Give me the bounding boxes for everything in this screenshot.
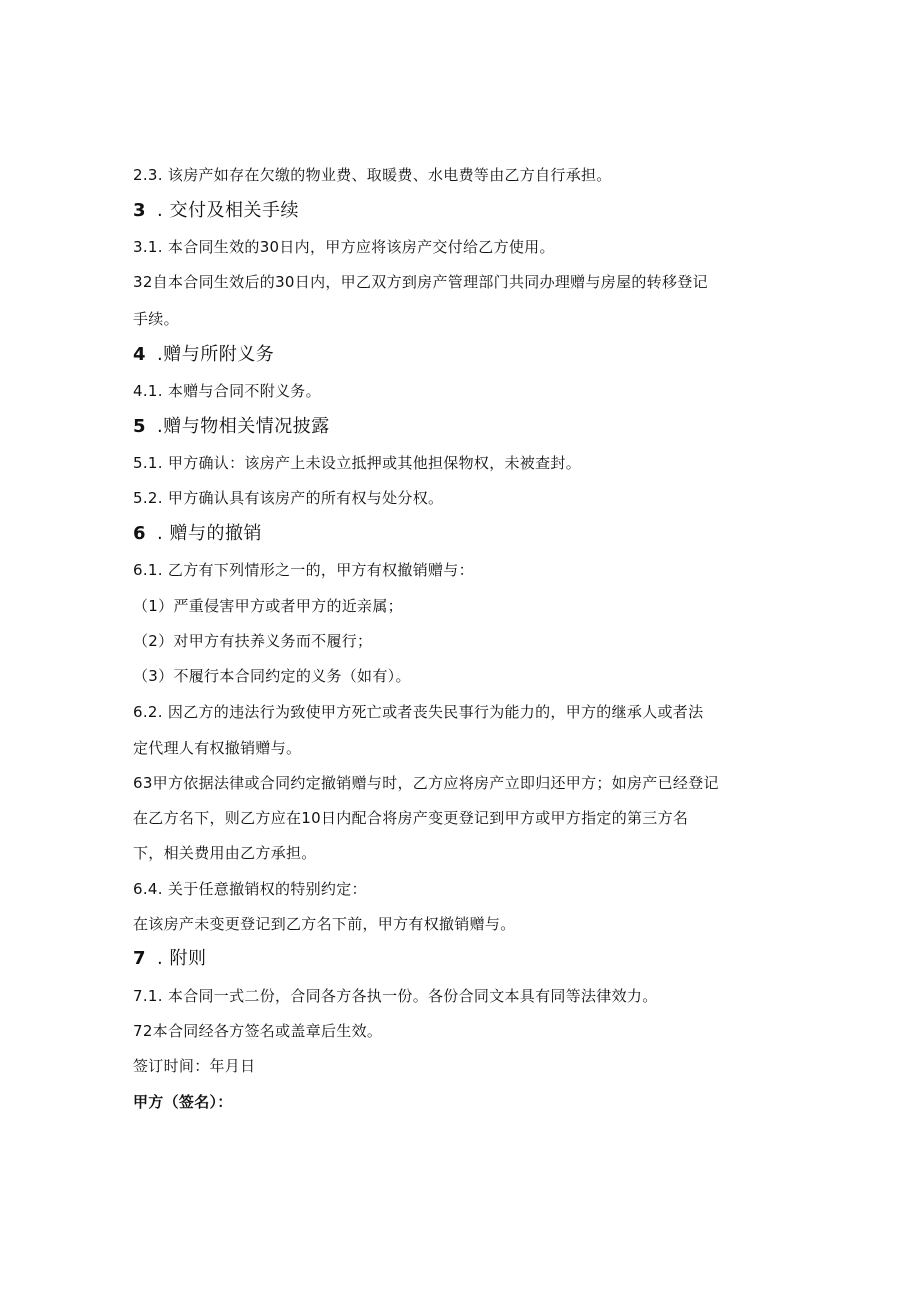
clause-5-2: 5.2. 甲方确认具有该房产的所有权与处分权。 (133, 489, 444, 507)
clause-6-3-continued-2: 下，相关费用由乙方承担。 (133, 844, 317, 862)
clause-6-1: 6.1. 乙方有下列情形之一的，甲方有权撤销赠与： (133, 561, 474, 579)
signing-date: 签订时间：年月日 (133, 1057, 256, 1075)
section-number: 3 (133, 200, 147, 221)
clause-6-2-continued: 定代理人有权撤销赠与。 (133, 739, 302, 757)
clause-2-3: 2.3. 该房产如存在欠缴的物业费、取暖费、水电费等由乙方自行承担。 (133, 166, 612, 184)
clause-3-1: 3.1. 本合同生效的30日内，甲方应将该房产交付给乙方使用。 (133, 238, 555, 256)
clause-6-2: 6.2. 因乙方的违法行为致使甲方死亡或者丧失民事行为能力的，甲方的继承人或者法 (133, 703, 704, 721)
clause-4-1: 4.1. 本赠与合同不附义务。 (133, 382, 321, 400)
section-7-heading (133, 947, 206, 971)
section-3-heading (133, 199, 299, 223)
clause-3-2-continued: 手续。 (133, 310, 179, 328)
section-number: 4 (133, 344, 147, 365)
clause-6-3: 63甲方依据法律或合同约定撤销赠与时，乙方应将房产立即归还甲方；如房产已经登记 (133, 774, 719, 792)
list-item-2: （2）对甲方有扶养义务而不履行； (133, 632, 373, 650)
section-6-heading (133, 522, 262, 546)
section-title: .赠与所附义务 (157, 344, 275, 365)
clause-7-1: 7.1. 本合同一式二份，合同各方各执一份。各份合同文本具有同等法律效力。 (133, 987, 658, 1005)
section-number: 7 (133, 948, 147, 969)
clause-5-1: 5.1. 甲方确认：该房产上未设立抵押或其他担保物权，未被查封。 (133, 454, 581, 472)
section-number: 6 (133, 523, 147, 544)
section-title: . 交付及相关手续 (157, 200, 299, 221)
section-title: . 赠与的撤销 (157, 523, 262, 544)
clause-6-4-detail: 在该房产未变更登记到乙方名下前，甲方有权撤销赠与。 (133, 915, 516, 933)
clause-7-2: 72本合同经各方签名或盖章后生效。 (133, 1022, 383, 1040)
party-a-signature-label: 甲方（签名）： (133, 1093, 233, 1111)
section-title: . 附则 (157, 948, 207, 969)
section-title: .赠与物相关情况披露 (157, 416, 330, 437)
clause-6-3-continued: 在乙方名下，则乙方应在10日内配合将房产变更登记到甲方或甲方指定的第三方名 (133, 809, 689, 827)
clause-3-2: 32自本合同生效后的30日内，甲乙双方到房产管理部门共同办理赠与房屋的转移登记 (133, 273, 708, 291)
list-item-3: （3）不履行本合同约定的义务（如有）。 (133, 667, 411, 685)
section-4-heading (133, 343, 274, 367)
section-number: 5 (133, 416, 147, 437)
list-item-1: （1）严重侵害甲方或者甲方的近亲属； (133, 597, 403, 615)
section-5-heading (133, 415, 330, 439)
clause-6-4: 6.4. 关于任意撤销权的特别约定： (133, 880, 367, 898)
